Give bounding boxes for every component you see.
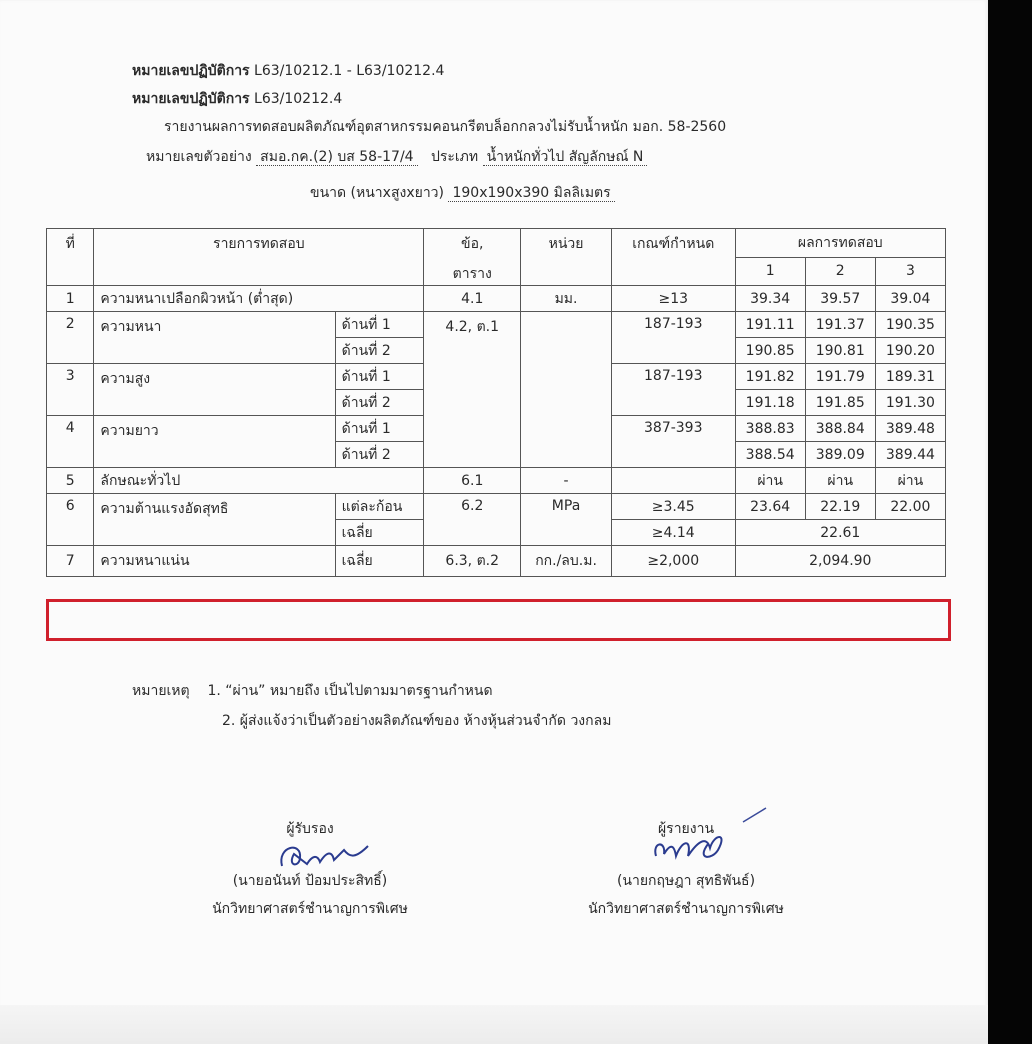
note-1: [132, 676, 611, 706]
result-cell: 189.31: [875, 364, 945, 390]
header-no: ที่: [47, 229, 94, 286]
result-cell: 191.82: [735, 364, 805, 390]
result-cell: ผ่าน: [805, 468, 875, 494]
result-cell: 39.34: [735, 286, 805, 312]
header-result-2: 2: [805, 257, 875, 286]
average-cell: 22.61: [735, 520, 945, 546]
result-cell: 389.44: [875, 442, 945, 468]
bottom-margin: [0, 1005, 988, 1044]
result-cell: 191.30: [875, 390, 945, 416]
row-no: 3: [47, 364, 94, 416]
table-row: [47, 468, 946, 494]
signer-name: (นายกฤษฎา สุทธิพันธ์): [616, 873, 756, 889]
size-value: 190x190x390 มิลลิเมตร: [448, 185, 614, 202]
right-black-border: [988, 0, 1032, 1044]
row-item: ความหนาแน่น: [94, 546, 335, 577]
row-criteria-empty: [611, 468, 735, 494]
header-clause-line1: ข้อ,: [461, 236, 484, 252]
header-unit: หน่วย: [521, 229, 612, 286]
header-criteria: เกณฑ์กำหนด: [611, 229, 735, 286]
size-label: ขนาด (หนาxสูงxยาว): [310, 185, 445, 201]
result-cell: 190.35: [875, 312, 945, 338]
row-subitem: ด้านที่ 2: [335, 338, 424, 364]
sample-value: สมอ.กค.(2) บส 58-17/4: [256, 149, 417, 166]
row-subitem: ด้านที่ 1: [335, 364, 424, 390]
lab-number-line-1: [132, 60, 444, 82]
row-no: 1: [47, 286, 94, 312]
result-cell: 22.00: [875, 494, 945, 520]
row-subitem: ด้านที่ 1: [335, 416, 424, 442]
result-cell: 389.09: [805, 442, 875, 468]
signer-title: นักวิทยาศาสตร์ชำนาญการพิเศษ: [588, 901, 784, 917]
result-cell: 389.48: [875, 416, 945, 442]
signature-right: [556, 818, 816, 920]
header-result-3: 3: [875, 257, 945, 286]
row-subitem: แต่ละก้อน: [335, 494, 424, 520]
row-item: ความหนาเปลือกผิวหน้า (ต่ำสุด): [94, 286, 424, 312]
row-subitem: ด้านที่ 1: [335, 312, 424, 338]
sample-label: หมายเลขตัวอย่าง: [146, 149, 252, 165]
signer-title: นักวิทยาศาสตร์ชำนาญการพิเศษ: [212, 901, 408, 917]
row-subitem: ด้านที่ 2: [335, 442, 424, 468]
row-unit: มม.: [521, 286, 612, 312]
table-header-row: [47, 229, 946, 258]
table-row: [47, 312, 946, 338]
row-item: ความต้านแรงอัดสุทธิ: [94, 494, 335, 546]
row-unit: -: [521, 468, 612, 494]
size-line: [310, 182, 615, 204]
row-no: 6: [47, 494, 94, 546]
result-cell: ผ่าน: [735, 468, 805, 494]
result-cell: 23.64: [735, 494, 805, 520]
row-criteria: ≥4.14: [611, 520, 735, 546]
header-results: ผลการทดสอบ: [735, 229, 945, 258]
result-cell: 388.54: [735, 442, 805, 468]
row-subitem: ด้านที่ 2: [335, 390, 424, 416]
note-2: 2. ผู้ส่งแจ้งว่าเป็นตัวอย่างผลิตภัณฑ์ของ ห้างหุ้นส่วนจำกัด วงกลม: [222, 713, 612, 729]
result-cell: 191.85: [805, 390, 875, 416]
result-cell: 190.81: [805, 338, 875, 364]
row-criteria: ≥13: [611, 286, 735, 312]
result-cell: 191.11: [735, 312, 805, 338]
header-item: รายการทดสอบ: [94, 229, 424, 286]
result-cell: 39.04: [875, 286, 945, 312]
row-item: ลักษณะทั่วไป: [94, 468, 424, 494]
result-cell: 191.37: [805, 312, 875, 338]
type-label: ประเภท: [430, 149, 479, 165]
row-criteria: 187-193: [611, 364, 735, 416]
result-cell: ผ่าน: [875, 468, 945, 494]
result-cell: 388.84: [805, 416, 875, 442]
lab-number-label: หมายเลขปฏิบัติการ: [132, 63, 250, 79]
lab-number-line-2: [132, 88, 342, 110]
header-clause: [424, 229, 521, 286]
table-row: [47, 286, 946, 312]
row-subitem: เฉลี่ย: [335, 520, 424, 546]
row-no: 7: [47, 546, 94, 577]
result-cell: 388.83: [735, 416, 805, 442]
notes-section: [132, 676, 611, 736]
average-cell: 2,094.90: [735, 546, 945, 577]
table-row: [47, 546, 946, 577]
type-value: น้ำหนักทั่วไป สัญลักษณ์ N: [483, 149, 648, 166]
result-cell: 190.20: [875, 338, 945, 364]
lab-number-value: L63/10212.4: [254, 91, 343, 107]
report-title: รายงานผลการทดสอบผลิตภัณฑ์อุตสาหกรรมคอนกรีตบล็อกกลวงไม่รับน้ำหนัก มอก. 58-2560: [164, 119, 727, 135]
notes-label: หมายเหตุ: [132, 683, 190, 699]
row-criteria: ≥2,000: [611, 546, 735, 577]
row-item: ความยาว: [94, 416, 335, 468]
lab-number-label: หมายเลขปฏิบัติการ: [132, 91, 250, 107]
row-no: 5: [47, 468, 94, 494]
row-no: 4: [47, 416, 94, 468]
result-cell: 191.18: [735, 390, 805, 416]
highlight-box: [46, 599, 951, 641]
handwritten-signature: [648, 804, 768, 868]
result-cell: 22.19: [805, 494, 875, 520]
row-item: ความสูง: [94, 364, 335, 416]
result-cell: 190.85: [735, 338, 805, 364]
row-criteria: 387-393: [611, 416, 735, 468]
row-clause: 6.2: [424, 494, 521, 546]
signer-name: (นายอนันท์ ป้อมประสิทธิ์): [232, 873, 388, 889]
row-no: 2: [47, 312, 94, 364]
table-row: [47, 494, 946, 520]
header-clause-line2: ตาราง: [452, 266, 492, 282]
result-cell: 39.57: [805, 286, 875, 312]
result-cell: 191.79: [805, 364, 875, 390]
row-criteria: 187-193: [611, 312, 735, 364]
row-clause: 4.1: [424, 286, 521, 312]
lab-number-value: L63/10212.1 - L63/10212.4: [254, 63, 445, 79]
row-unit: MPa: [521, 494, 612, 546]
row-clause: 6.3, ต.2: [424, 546, 521, 577]
row-item: ความหนา: [94, 312, 335, 364]
signature-role: ผู้รายงาน: [657, 821, 715, 837]
row-unit-empty: [521, 312, 612, 468]
row-clause: 4.2, ต.1: [424, 312, 521, 468]
signature-left: [170, 818, 450, 920]
test-results-table: [46, 228, 946, 577]
signature-role: ผู้รับรอง: [286, 821, 334, 837]
row-unit: กก./ลบ.ม.: [521, 546, 612, 577]
handwritten-signature: [272, 836, 382, 876]
sample-line: [146, 146, 647, 168]
header-result-1: 1: [735, 257, 805, 286]
row-criteria: ≥3.45: [611, 494, 735, 520]
note-1-text: 1. “ผ่าน” หมายถึง เป็นไปตามมาตรฐานกำหนด: [207, 683, 493, 699]
row-subitem: เฉลี่ย: [335, 546, 424, 577]
row-clause: 6.1: [424, 468, 521, 494]
